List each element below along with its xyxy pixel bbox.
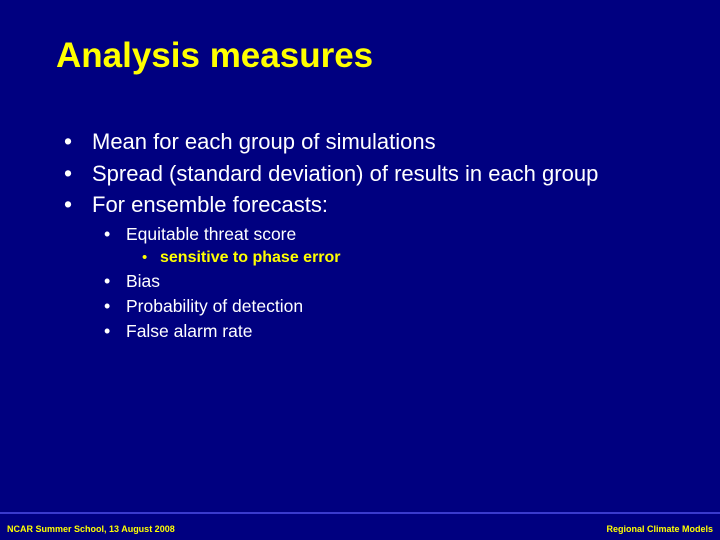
list-item: [56, 297, 676, 317]
list-item: [56, 272, 676, 292]
bullet-icon: •: [104, 223, 111, 244]
bullet-icon: •: [104, 271, 111, 292]
bullet-icon: •: [64, 191, 73, 218]
bullet-icon: •: [64, 159, 73, 186]
list-item-label: Spread (standard deviation) of results in each group: [92, 160, 599, 186]
list-item-label: Bias: [126, 271, 161, 292]
footer-left-text: NCAR Summer School, 13 August 2008: [7, 524, 175, 534]
bullet-icon: •: [104, 295, 111, 316]
bullet-list: [56, 130, 676, 346]
list-item: [56, 193, 676, 218]
bullet-icon: •: [142, 249, 148, 267]
list-item: [56, 159, 676, 187]
list-item: [56, 322, 676, 342]
list-item: [56, 130, 676, 155]
list-item-label: Probability of detection: [126, 295, 304, 316]
bullet-icon: •: [64, 128, 73, 154]
list-item-label: False alarm rate: [126, 320, 253, 341]
list-item-label: Mean for each group of simulations: [92, 129, 436, 154]
footer-right-text: Regional Climate Models: [606, 524, 713, 534]
bullet-icon: •: [104, 320, 111, 341]
list-item-label: For ensemble forecasts:: [92, 192, 328, 218]
list-item-highlighted: [56, 249, 676, 267]
list-item: [56, 225, 676, 245]
list-item-label: Equitable threat score: [126, 223, 297, 244]
list-item-label: sensitive to phase error: [160, 249, 341, 267]
page-title: Analysis measures: [56, 36, 374, 75]
